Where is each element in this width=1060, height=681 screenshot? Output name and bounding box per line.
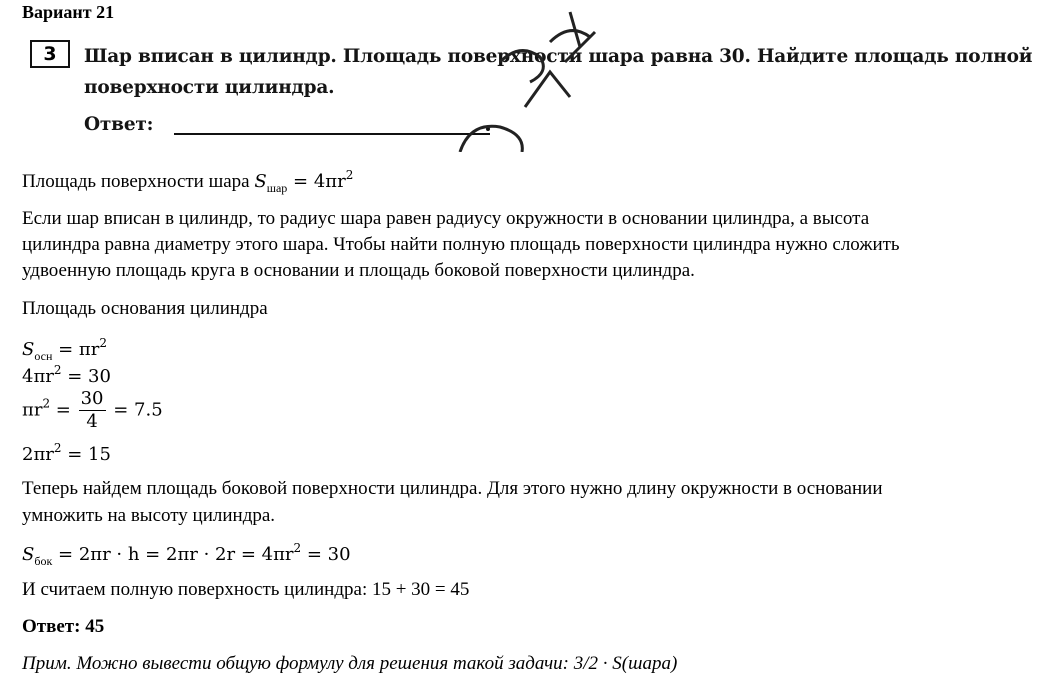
equation-4pi-r2 <box>22 363 111 387</box>
sphere-area-formula <box>254 168 354 195</box>
subscript-shar: шар <box>266 181 288 195</box>
lateral-line-2: умножить на высоту цилиндра. <box>22 505 276 526</box>
subscript-bok: бок <box>34 554 53 568</box>
lateral-area-formula <box>22 541 351 569</box>
total-area-line: И считаем полную поверхность цилиндра: 15 + 30 = 45 <box>22 579 470 600</box>
explain-line-1: Если шар вписан в цилиндр, то радиус шара равен радиусу окружности в основании цилиндра, а высота <box>22 208 870 229</box>
symbol-s: S <box>254 171 267 192</box>
exponent: 2 <box>53 441 62 455</box>
explain-line-2: цилиндра равна диаметру этого шара. Чтобы найти полную площадь поверхности цилиндра нужно сложить <box>22 234 900 255</box>
formula-result: = 30 <box>301 544 351 565</box>
task-answer-label: Ответ: <box>84 114 154 135</box>
base-area-label: Площадь основания цилиндра <box>22 298 268 319</box>
note-line: Прим. Можно вывести общую формулу для решения такой задачи: 3/2 · S(шара) <box>22 653 678 674</box>
equation-pi-r2-fraction: $\pi r^2$ = $\frac{30}{4}$ = 7.5 <box>22 388 163 432</box>
fraction-denominator: 4 <box>86 411 98 432</box>
formula-rhs: = πr <box>58 339 100 360</box>
exponent: 2 <box>99 336 108 350</box>
formula-rhs: = 30 <box>61 366 111 387</box>
exponent: 2 <box>53 363 62 377</box>
final-answer: Ответ: 45 <box>22 616 105 637</box>
sphere-area-text: Площадь поверхности шара <box>22 171 250 192</box>
base-area-formula <box>22 336 107 364</box>
sphere-area-line <box>22 168 353 196</box>
formula-rhs: = 4πr <box>293 171 346 192</box>
equation-2pi-r2 <box>22 441 111 465</box>
symbol-s: S <box>22 544 35 565</box>
fraction <box>79 388 106 433</box>
formula-lhs: 2πr <box>22 444 54 465</box>
exponent: 2 <box>293 541 302 555</box>
exponent: 2 <box>345 168 354 182</box>
exponent: 2 <box>42 396 51 411</box>
symbol-s: S <box>22 339 35 360</box>
formula-lhs: πr <box>22 399 43 421</box>
explain-line-3: удвоенную площадь круга в основании и площадь боковой поверхности цилиндра. <box>22 260 695 281</box>
lateral-line-1: Теперь найдем площадь боковой поверхности цилиндра. Для этого нужно длину окружности в основании <box>22 478 883 499</box>
formula-rhs: = 7.5 <box>113 399 163 421</box>
formula-rhs: = 15 <box>61 444 111 465</box>
variant-title: Вариант 21 <box>22 2 115 22</box>
fraction-numerator: 30 <box>80 388 104 409</box>
task-number-box: 3 <box>30 40 70 68</box>
watermark-stamp <box>430 2 610 152</box>
subscript-osn: осн <box>34 349 53 363</box>
task-text-line-1: Шар вписан в цилиндр. Площадь поверхности шара равна 30. Найдите площадь полной <box>84 46 1033 67</box>
formula-rhs: = 2πr · h = 2πr · 2r = 4πr <box>58 544 294 565</box>
task-text-line-2: поверхности цилиндра. <box>84 77 335 98</box>
formula-lhs: 4πr <box>22 366 54 387</box>
